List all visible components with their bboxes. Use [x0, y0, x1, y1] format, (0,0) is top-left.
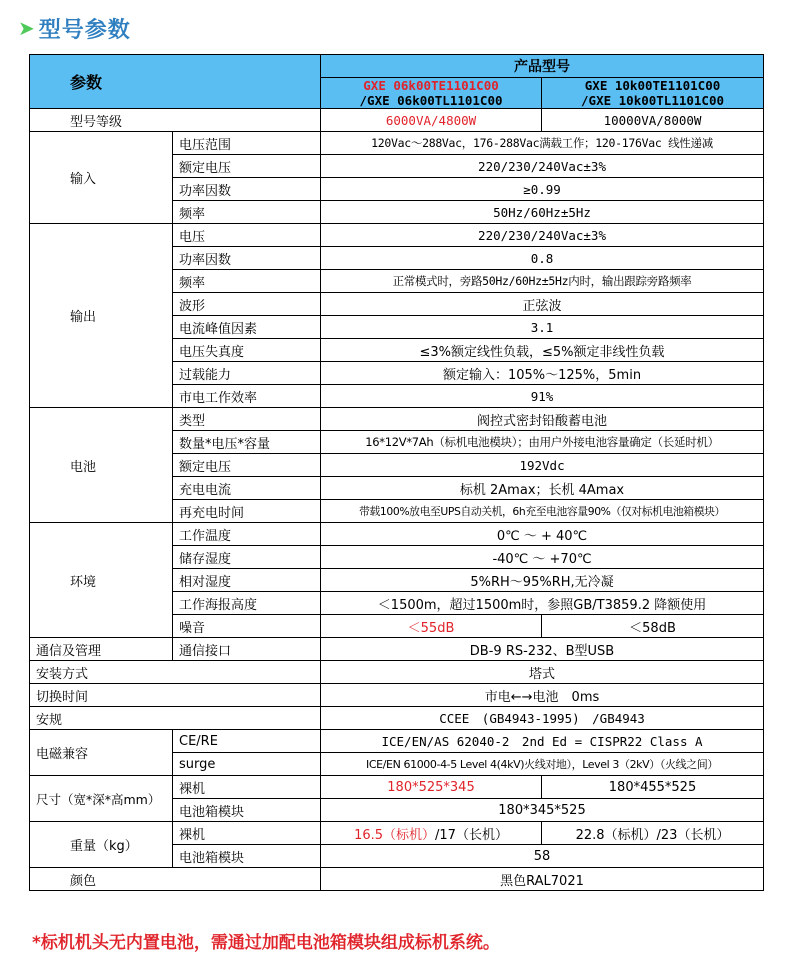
input-group: 输入 [30, 132, 173, 224]
env-temperature-value: 0℃ ～ + 40℃ [321, 523, 764, 546]
battery-rated-voltage-value: 192Vdc [321, 454, 764, 477]
output-group: 输出 [30, 224, 173, 408]
section-title [18, 12, 131, 44]
color-label: 颜色 [30, 868, 321, 891]
spec-table [29, 54, 764, 891]
env-storage-label: 储存湿度 [173, 546, 321, 569]
env-noise-b: ＜58dB [542, 615, 764, 638]
weight-group: 重量（kg） [30, 822, 173, 868]
model-a-cell [321, 78, 542, 109]
output-efficiency-label: 市电工作效率 [173, 385, 321, 408]
battery-charge-current-value: 标机 2Amax；长机 4Amax [321, 477, 764, 500]
weight-bare-a [321, 822, 542, 845]
output-waveform-value: 正弦波 [321, 293, 764, 316]
product-model-header: 产品型号 [321, 55, 764, 78]
table-row [30, 684, 764, 707]
weight-battery-box-label: 电池箱模块 [173, 845, 321, 868]
weight-bare-a-long: /17（长机） [435, 827, 508, 843]
table-row [30, 408, 764, 431]
size-battery-box-value: 180*345*525 [321, 799, 764, 822]
table-row [30, 132, 764, 155]
env-altitude-value: ＜1500m，超过1500m时，参照GB/T3859.2 降额使用 [321, 592, 764, 615]
output-frequency-value: 正常模式时，旁路50Hz/60Hz±5Hz内时，输出跟踪旁路频率 [321, 270, 764, 293]
env-noise-a: ＜55dB [321, 615, 542, 638]
output-crest-factor-label: 电流峰值因素 [173, 316, 321, 339]
input-power-factor-label: 功率因数 [173, 178, 321, 201]
output-overload-label: 过载能力 [173, 362, 321, 385]
size-bare-a: 180*525*345 [321, 776, 542, 799]
grade-a: 6000VA/4800W [321, 109, 542, 132]
output-voltage-label: 电压 [173, 224, 321, 247]
battery-recharge-time-value: 带载100%放电至UPS自动关机，6h充至电池容量90%（仅对标机电池箱模块） [321, 500, 764, 523]
env-temperature-label: 工作温度 [173, 523, 321, 546]
weight-bare-a-standard: 16.5（标机） [354, 827, 436, 843]
emc-cere-label: CE/RE [173, 730, 321, 753]
arrow-right-icon: ➤ [18, 16, 35, 40]
table-row [30, 730, 764, 753]
size-group: 尺寸（宽*深*高mm） [30, 776, 173, 822]
table-row [30, 868, 764, 891]
battery-rated-voltage-label: 额定电压 [173, 454, 321, 477]
env-altitude-label: 工作海报高度 [173, 592, 321, 615]
color-value: 黑色RAL7021 [321, 868, 764, 891]
transfer-value: 市电←→电池 0ms [321, 684, 764, 707]
input-frequency-value: 50Hz/60Hz±5Hz [321, 201, 764, 224]
battery-quantity-label: 数量*电压*容量 [173, 431, 321, 454]
install-value: 塔式 [321, 661, 764, 684]
battery-type-label: 类型 [173, 408, 321, 431]
emc-surge-value: ICE/EN 61000-4-5 Level 4(4kV)火线对地），Level 3（2kV）（火线之间） [321, 753, 764, 776]
transfer-label: 切换时间 [30, 684, 321, 707]
table-row [30, 523, 764, 546]
output-power-factor-value: 0.8 [321, 247, 764, 270]
weight-battery-box-value: 58 [321, 845, 764, 868]
input-voltage-range-label: 电压范围 [173, 132, 321, 155]
env-humidity-value: 5%RH～95%RH,无冷凝 [321, 569, 764, 592]
output-power-factor-label: 功率因数 [173, 247, 321, 270]
table-row [30, 822, 764, 845]
output-voltage-value: 220/230/240Vac±3% [321, 224, 764, 247]
battery-group: 电池 [30, 408, 173, 523]
output-thd-label: 电压失真度 [173, 339, 321, 362]
table-row [30, 55, 764, 78]
table-row [30, 638, 764, 661]
input-frequency-label: 频率 [173, 201, 321, 224]
emc-surge-label: surge [173, 753, 321, 776]
output-thd-value: ≤3%额定线性负载，≤5%额定非线性负载 [321, 339, 764, 362]
model-b-line2: /GXE 10k00TL1101C00 [581, 93, 725, 108]
output-crest-factor-value: 3.1 [321, 316, 764, 339]
emc-cere-value: ICE/EN/AS 62040-2 2nd Ed = CISPR22 Class A [321, 730, 764, 753]
table-row [30, 661, 764, 684]
emc-group: 电磁兼容 [30, 730, 173, 776]
environment-group: 环境 [30, 523, 173, 638]
table-row [30, 707, 764, 730]
battery-quantity-value: 16*12V*7Ah（标机电池模块）；由用户外接电池容量确定（长延时机） [321, 431, 764, 454]
battery-charge-current-label: 充电电流 [173, 477, 321, 500]
env-humidity-label: 相对湿度 [173, 569, 321, 592]
comm-label: 通信接口 [173, 638, 321, 661]
size-bare-b: 180*455*525 [542, 776, 764, 799]
env-noise-label: 噪音 [173, 615, 321, 638]
table-row [30, 224, 764, 247]
battery-type-value: 阀控式密封铅酸蓄电池 [321, 408, 764, 431]
grade-b: 10000VA/8000W [542, 109, 764, 132]
size-bare-label: 裸机 [173, 776, 321, 799]
safety-label: 安规 [30, 707, 321, 730]
table-row [30, 109, 764, 132]
input-power-factor-value: ≥0.99 [321, 178, 764, 201]
install-label: 安装方式 [30, 661, 321, 684]
model-a-line2: /GXE 06k00TL1101C00 [359, 93, 503, 108]
section-title-text: 型号参数 [38, 17, 131, 43]
model-a-line1: GXE 06k00TE1101C00 [363, 78, 499, 93]
input-rated-voltage-value: 220/230/240Vac±3% [321, 155, 764, 178]
output-frequency-label: 频率 [173, 270, 321, 293]
comm-value: DB-9 RS-232、B型USB [321, 638, 764, 661]
table-row [30, 776, 764, 799]
size-battery-box-label: 电池箱模块 [173, 799, 321, 822]
output-waveform-label: 波形 [173, 293, 321, 316]
model-b-cell [542, 78, 764, 109]
output-overload-value: 额定输入：105%～125%，5min [321, 362, 764, 385]
model-b-line1: GXE 10k00TE1101C00 [584, 78, 721, 93]
safety-value: CCEE (GB4943-1995) /GB4943 [321, 707, 764, 730]
comm-group: 通信及管理 [30, 638, 173, 661]
footnote: *标机机头无内置电池，需通过加配电池箱模块组成标机系统。 [32, 933, 500, 953]
input-rated-voltage-label: 额定电压 [173, 155, 321, 178]
grade-label: 型号等级 [30, 109, 321, 132]
weight-bare-b: 22.8（标机）/23（长机） [542, 822, 764, 845]
env-storage-value: -40℃ ～ +70℃ [321, 546, 764, 569]
param-header: 参数 [30, 55, 321, 109]
weight-bare-label: 裸机 [173, 822, 321, 845]
battery-recharge-time-label: 再充电时间 [173, 500, 321, 523]
output-efficiency-value: 91% [321, 385, 764, 408]
input-voltage-range-value: 120Vac～288Vac，176-288Vac满载工作；120-176Vac 线性递减 [321, 132, 764, 155]
